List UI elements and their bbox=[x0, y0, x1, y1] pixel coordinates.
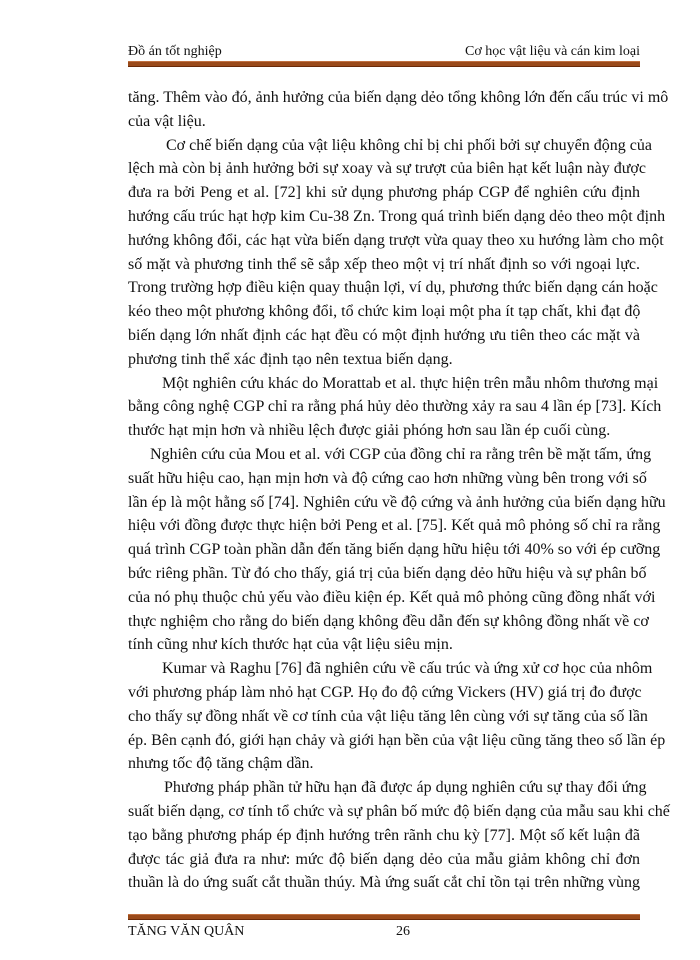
text-line: bằng công nghệ CGP chỉ ra rằng phá hủy dẻo thường xảy ra sau 4 lần ép [73]. Kích bbox=[128, 398, 662, 416]
text-line: phương tinh thể xác định tạo nên textua biến dạng. bbox=[128, 350, 453, 368]
text-line: hướng cấu trúc hạt hợp kim Cu-38 Zn. Trong quá trình biến dạng dẻo theo một định bbox=[128, 207, 666, 225]
text-line: được tác giả đưa ra như: mức độ biến dạng dẻo của mẫu giảm không chỉ đơn bbox=[128, 850, 640, 868]
text-line: đưa ra bởi Peng et al. [72] khi sử dụng phương pháp CGP để nghiên cứu định bbox=[128, 184, 640, 202]
text-line: nhưng tốc độ tăng chậm dần. bbox=[128, 755, 314, 773]
text-line: biến dạng lớn nhất định các hạt đều có một định hướng ưu tiên theo các mặt và bbox=[128, 326, 640, 344]
text-line: quá trình CGP toàn phần dẫn đến tăng biến dạng hữu hiệu tới 40% so với ép cưỡng bbox=[128, 541, 661, 559]
page-header bbox=[128, 44, 640, 60]
page-footer bbox=[128, 924, 640, 940]
text-line: Cơ chế biến dạng của vật liệu không chỉ bị chi phối bởi sự chuyển động của bbox=[166, 136, 652, 154]
footer-author: TĂNG VĂN QUÂN bbox=[128, 924, 245, 939]
text-line: Trong trường hợp điều kiện quay thuận lợi, ví dụ, phương thức biến dạng cán hoặc bbox=[128, 279, 658, 297]
text-line: của nó phụ thuộc chủ yếu vào điều kiện ép. Kết quả mô phỏng cũng đồng nhất với bbox=[128, 588, 656, 606]
text-line: lần ép là một hằng số [74]. Nghiên cứu về độ cứng và ảnh hưởng của biến dạng hữu bbox=[128, 493, 666, 511]
text-line: cho thấy sự đồng nhất về cơ tính của vật liệu tăng lên cùng với sự tăng của số lần bbox=[128, 707, 648, 725]
paragraph bbox=[128, 86, 669, 134]
text-line: lệch mà còn bị ảnh hưởng bởi sự xoay và sự trượt của biên hạt kết luận này được bbox=[128, 160, 646, 178]
paragraph bbox=[128, 443, 666, 657]
text-line: Nghiên cứu của Mou et al. với CGP của đồng chỉ ra rằng trên bề mặt tấm, ứng bbox=[150, 445, 652, 463]
header-left-title: Đồ án tốt nghiệp bbox=[128, 44, 222, 59]
text-line: suất biến dạng, cơ tính tổ chức và sự phân bố mức độ biến dạng của mẫu sau khi chế bbox=[128, 802, 670, 820]
page-number: 26 bbox=[396, 924, 410, 939]
text-line: Kumar và Raghu [76] đã nghiên cứu về cấu trúc và ứng xử cơ học của nhôm bbox=[162, 660, 653, 678]
paragraph bbox=[128, 776, 670, 895]
text-line: tạo bằng phương pháp ép định hướng trên rãnh chu kỳ [77]. Một số kết luận đã bbox=[128, 826, 640, 844]
text-line: hướng không đổi, các hạt vừa biến dạng trượt vừa quay theo xu hướng làm cho một bbox=[128, 231, 664, 249]
text-line: tính cũng như kích thước hạt của vật liệu siêu mịn. bbox=[128, 636, 453, 654]
paragraph bbox=[128, 134, 666, 372]
header-rule bbox=[128, 61, 640, 67]
text-line: của vật liệu. bbox=[128, 112, 206, 130]
text-line: thực nghiệm cho rằng do biến dạng không đều dẫn đến sự không đồng nhất về cơ bbox=[128, 612, 649, 630]
text-line: thuần là do ứng suất cắt thuần thúy. Mà ứng suất cắt chỉ tồn tại trên những vùng bbox=[128, 874, 640, 892]
text-line: ép. Bên cạnh đó, giới hạn chảy và giới hạn bền của vật liệu cũng tăng theo số lần ép bbox=[128, 731, 666, 749]
text-line: thước hạt mịn hơn và nhiều lệch được giải phóng hơn sau lần ép cuối cùng. bbox=[128, 422, 611, 440]
text-line: suất hữu hiệu cao, hạn mịn hơn và độ cứng cao hơn những vùng bên trong với số bbox=[128, 469, 647, 487]
header-right-title: Cơ học vật liệu và cán kim loại bbox=[465, 44, 640, 59]
text-line: với phương pháp làm nhỏ hạt CGP. Họ đo độ cứng Vickers (HV) giá trị đo được bbox=[128, 683, 642, 701]
text-line: bức riêng phần. Từ đó cho thấy, giá trị của biến dạng dẻo hữu hiệu và sự phân bố bbox=[128, 564, 647, 582]
footer-rule bbox=[128, 914, 640, 920]
paragraph bbox=[128, 372, 662, 443]
text-line: Phương pháp phần tử hữu hạn đã được áp dụng nghiên cứu sự thay đổi ứng bbox=[164, 779, 647, 797]
text-line: tăng. Thêm vào đó, ảnh hưởng của biến dạng dẻo tổng không lớn đến cấu trúc vi mô bbox=[128, 89, 669, 106]
text-line: Một nghiên cứu khác do Morattab et al. thực hiện trên mẫu nhôm thương mại bbox=[162, 374, 659, 392]
body-text bbox=[128, 86, 670, 895]
paragraph bbox=[128, 657, 666, 776]
text-line: kéo theo một phương không đổi, tổ chức kim loại một pha ít tạp chất, khi đạt độ bbox=[128, 303, 641, 321]
text-line: số mặt và phương tinh thể sẽ sắp xếp theo một vị trí nhất định so với ngoại lực. bbox=[128, 255, 640, 273]
text-line: hiệu với đồng được thực hiện bởi Peng et al. [75]. Kết quả mô phỏng số chỉ ra rằng bbox=[128, 517, 661, 535]
